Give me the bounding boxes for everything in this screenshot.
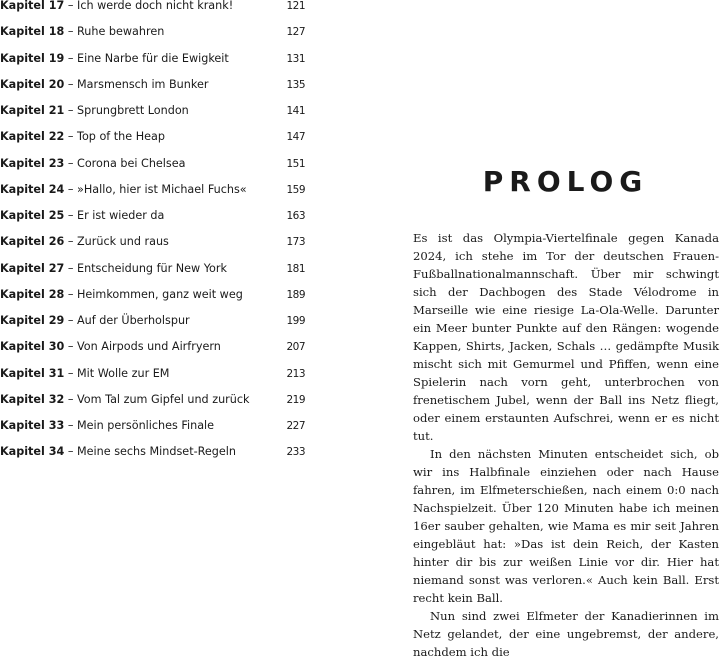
toc-entry[interactable] xyxy=(0,0,305,16)
dash: – xyxy=(67,156,74,170)
dash: – xyxy=(67,77,74,91)
page-number: 151 xyxy=(286,157,305,170)
dash: – xyxy=(67,314,74,327)
chapter-title: Eine Narbe für die Ewigkeit xyxy=(77,51,229,65)
page-number: 159 xyxy=(286,183,305,196)
chapter-title: Heimkommen, ganz weit weg xyxy=(77,287,243,301)
chapter-heading: PROLOG xyxy=(482,164,649,198)
toc-entry[interactable] xyxy=(0,259,305,279)
toc-entry[interactable] xyxy=(0,285,305,305)
page-number: 227 xyxy=(286,420,305,432)
chapter-title: Ich werde doch nicht krank! xyxy=(77,0,234,12)
page-number: 127 xyxy=(286,26,305,39)
chapter-title: Ruhe bewahren xyxy=(77,25,165,39)
toc-entry[interactable] xyxy=(0,364,305,384)
chapter-number: Kapitel 20 xyxy=(0,77,65,91)
chapter-title: Zurück und raus xyxy=(77,235,169,249)
toc-entry[interactable] xyxy=(0,49,305,69)
chapter-number: Kapitel 32 xyxy=(0,392,65,406)
dash: – xyxy=(67,209,74,222)
chapter-title: Top of the Heap xyxy=(77,130,165,144)
chapter-number: Kapitel 30 xyxy=(0,340,65,354)
dash: – xyxy=(67,419,74,432)
chapter-number: Kapitel 25 xyxy=(0,209,65,222)
chapter-title: Mit Wolle zur EM xyxy=(77,366,170,380)
toc-entry[interactable] xyxy=(0,390,305,410)
toc-entry[interactable] xyxy=(0,101,305,121)
chapter-number: Kapitel 17 xyxy=(0,0,65,12)
chapter-title: Marsmensch im Bunker xyxy=(77,77,209,91)
dash: – xyxy=(67,51,74,65)
chapter-title: Vom Tal zum Gipfel und zurück xyxy=(77,392,250,406)
dash: – xyxy=(67,235,74,249)
toc-entry[interactable] xyxy=(0,311,305,331)
dash: – xyxy=(67,392,74,406)
dash: – xyxy=(67,130,74,144)
chapter-number: Kapitel 19 xyxy=(0,51,65,65)
page-number: 181 xyxy=(286,262,305,275)
page-number: 121 xyxy=(286,0,305,12)
dash: – xyxy=(67,445,74,459)
toc-entry[interactable] xyxy=(0,127,305,147)
dash: – xyxy=(67,366,74,380)
chapter-title: Corona bei Chelsea xyxy=(77,156,186,170)
chapter-title: Von Airpods und Airfryern xyxy=(77,340,221,354)
chapter-number: Kapitel 26 xyxy=(0,235,65,249)
chapter-title: Meine sechs Mindset-Regeln xyxy=(77,445,236,459)
chapter-number: Kapitel 22 xyxy=(0,130,65,144)
page-number: 163 xyxy=(286,210,305,222)
chapter-number: Kapitel 23 xyxy=(0,156,65,170)
chapter-title: Auf der Überholspur xyxy=(77,314,190,327)
chapter-number: Kapitel 21 xyxy=(0,104,65,117)
chapter-number: Kapitel 33 xyxy=(0,419,65,432)
prolog-text xyxy=(413,229,719,661)
chapter-title: »Hallo, hier ist Michael Fuchs« xyxy=(77,182,247,196)
dash: – xyxy=(67,104,74,117)
dash: – xyxy=(67,25,74,39)
chapter-title: Entscheidung für New York xyxy=(77,261,227,275)
chapter-number: Kapitel 24 xyxy=(0,182,65,196)
toc-entry[interactable] xyxy=(0,442,305,462)
page-number: 207 xyxy=(286,341,305,354)
page-number: 199 xyxy=(286,315,305,327)
chapter-title: Er ist wieder da xyxy=(77,209,165,222)
page-number: 131 xyxy=(286,52,305,65)
chapter-number: Kapitel 31 xyxy=(0,366,65,380)
dash: – xyxy=(67,0,74,12)
chapter-number: Kapitel 27 xyxy=(0,261,65,275)
dash: – xyxy=(67,182,74,196)
toc-entry[interactable] xyxy=(0,180,305,200)
chapter-title: Sprungbrett London xyxy=(77,104,189,117)
chapter-number: Kapitel 29 xyxy=(0,314,65,327)
dash: – xyxy=(67,287,74,301)
toc-entry[interactable] xyxy=(0,206,305,226)
chapter-number: Kapitel 34 xyxy=(0,445,65,459)
page-number: 233 xyxy=(286,446,305,459)
page-number: 189 xyxy=(286,288,305,301)
toc-entry[interactable] xyxy=(0,337,305,357)
toc-entry[interactable] xyxy=(0,232,305,252)
chapter-number: Kapitel 18 xyxy=(0,25,65,39)
toc-entry[interactable] xyxy=(0,154,305,174)
paragraph: Es ist das Olympia-Viertelfinale gegen Kanada 2024, ich stehe im Tor der deutschen Frauen-Fußballnationalmannschaft. Über mir schwingt sich der Dachbogen des Stade Vélodrome in Marseille wie eine riesige La-Ola-Welle. Darunter ein Meer bunter Punkte auf den Rängen: wogende Kappen, Shirts, Jacken, Schals … gedämpfte Musik mischt sich mit Gemurmel und Pfiffen, wenn eine Spielerin nach vorn geht, unterbrochen von frenetischem Jubel, wenn der Ball ins Netz fliegt, oder einem erstaunten Aufschrei, wenn er es nicht tut. xyxy=(413,231,719,443)
dash: – xyxy=(67,340,74,354)
toc-entry[interactable] xyxy=(0,22,305,42)
dash: – xyxy=(67,261,74,275)
page-number: 173 xyxy=(286,236,305,249)
page-number: 219 xyxy=(286,393,305,406)
chapter-number: Kapitel 28 xyxy=(0,287,65,301)
page-number: 135 xyxy=(286,78,305,91)
paragraph: In den nächsten Minuten entscheidet sich, ob wir ins Halbfinale einziehen oder nach Hause fahren, im Elfmeterschießen, nach einem 0:0 nach Nachspielzeit. Über 120 Minuten habe ich meinen 16er sauber gehalten, wie Mama es mir seit Jahren eingebläut hat: »Das ist dein Reich, der Kasten hinter dir bis zur weißen Linie vor dir. Hier hat niemand sonst was verloren.« Auch kein Ball. Erst recht kein Ball. xyxy=(413,447,719,605)
page-number: 147 xyxy=(286,131,305,144)
toc-entry[interactable] xyxy=(0,75,305,95)
toc-entry[interactable] xyxy=(0,416,305,436)
page-number: 141 xyxy=(286,105,305,117)
chapter-title: Mein persönliches Finale xyxy=(77,419,215,432)
page-number: 213 xyxy=(286,367,305,380)
paragraph: Nun sind zwei Elfmeter der Kanadierinnen im Netz gelandet, der eine ungebremst, der andere, nachdem ich die xyxy=(413,609,719,659)
